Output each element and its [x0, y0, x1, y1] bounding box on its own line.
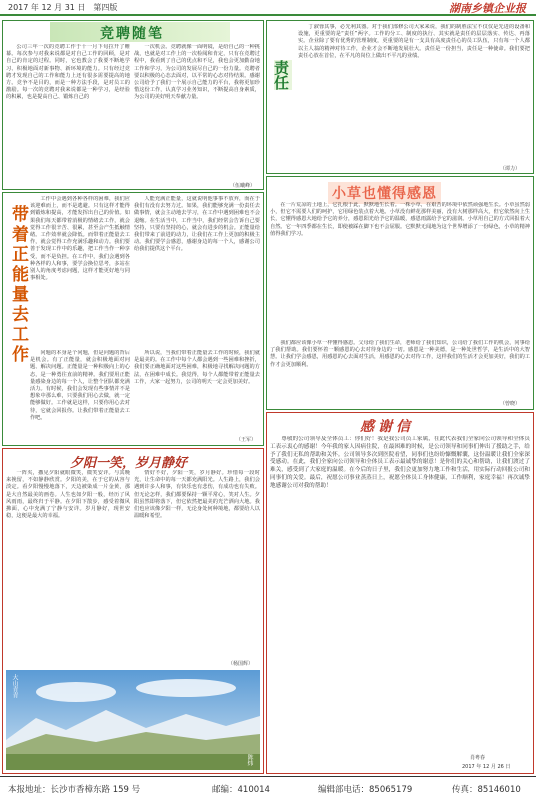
page-header — [0, 0, 536, 16]
article-column — [30, 196, 130, 346]
article-column — [30, 350, 130, 442]
article-title-positive-energy: 带着正能量去工作 — [8, 205, 28, 365]
article-title-sunset: 夕阳一笑，岁月静好 — [70, 456, 188, 471]
landscape-photo — [6, 670, 260, 770]
article-column — [6, 470, 130, 666]
article-text: 公司三年一次的竞聘工作于十一月下旬拉开了帷幕。每次参与对我来说都是对自己工作的回顾，是对自己的肯定的过程。同时，它也教会了我要不断地学习、积极地面对新事物、新环境的能力。只有经过竞聘才发现自己的工作和能力上还有很多需要提高的地方。竞争不是目的，而是一种方法手段，是对员工的激励。每一次的竞聘对我来说都是一种学习，是经验的积累，也是提高自己、锻炼自己的 — [6, 44, 130, 101]
article-author: （王军） — [236, 437, 257, 443]
article-text: 问题的本身是个问题，但是问题的背后是机会。有了正能量，就会积极地面对问题、解决问题。正能量是一种积极向上的心态，是一种勇往直前的精神。我们要用正能量感染身边的每一个人，让整个团队都充满活力。有时候，我们会发现有些事情并不是想象中那么难，只要我们用心去做，就一定能够做好。工作就是这样，只要你用心去对待，它就会回报你。让我们带着正能量去工作吧。 — [30, 350, 130, 421]
article-author: （伍曦峰） — [230, 183, 256, 189]
article-text: 我们都应该像小草一样懂得感恩。父母给了我们生命，老师给了我们知识，公司给了我们工作的机会，同事给了我们帮助。我们要怀着一颗感恩的心去对待身边的一切。感恩是一种美德，是一种处世哲学，是生活中的大智慧。让我们学会感恩，用感恩的心去面对生活，用感恩的心去对待工作，这样我们的生活才会更加美好，我们的工作才会更加顺利。 — [270, 340, 530, 368]
letter-date: 2017 年 12 月 26 日 — [462, 764, 511, 770]
article-column — [134, 350, 260, 434]
footer-fax: 传真：85146010 — [452, 785, 521, 795]
article-column — [270, 202, 530, 338]
landscape-illustration — [6, 670, 260, 770]
article-column — [270, 436, 530, 750]
article-column — [134, 470, 260, 658]
letter-signature: 肖粤春 — [470, 755, 486, 761]
article-text: 丁淑蓉其事，必先利其器。对于我们部修公司大家来说，我们的制胜法宝不仅仅是先进的设备和设施，更重要的是“责任”两字。工作的分工、制度的执行、其实就是责任的层层落实、传达、再落实。企业除了要有优秀的管理制度，更重要的是有一支具有高度责任心的员工队伍，只有每一个人都以主人翁的精神对待工作，企业才会不断地发展壮大。责任是一份担当，责任是一种使命。我们要把责任心放在首位，在平凡的岗位上做出不平凡的业绩。 — [298, 24, 530, 59]
article-text: 一次机会。竞聘就像一面明镜，是给自己的一种挑战，也就是对工作上的一次检阅和肯定，只有在竞聘过程中，我看到了自己的优点和不足，我也会更加勤奋地工作和学习，为公司的发展尽自己的一份力量。竞聘者要以积极的心态去面对，以平常的心态对待结果。感谢公司给予了我们一个展示自己能力的平台，我将更加珍惜这份工作，认真学习业务知识，不断提高自身素质，为公司的美好明天奉献力量。 — [134, 44, 260, 101]
article-author: （曾晓） — [500, 401, 521, 407]
article-column — [6, 44, 130, 188]
article-text: 在一片荒凉的土地上，它扎根于此，默默地生长着。一株小草，在艰苦的环境中依然顽强地生长。小草虽然弱小，但它不需要人们的呵护，它用绿色装点着大地。小草没有鲜花那样美丽，没有大树那样高大，但它依然向上生长，它懂得感恩大地给予它的养分，感恩阳光给予它的温暖，感恩雨露给予它的滋润。小草用自己的方式回报着大自然。它一年四季都在生长，即使被踩在脚下也不会屈服。它默默无闻地为这个世界增添了一份绿色，小草的精神值得我们学习。 — [270, 202, 530, 237]
article-title-grass: 小草也懂得感恩 — [328, 182, 441, 204]
article-text: 工作中会遇到各种各样的困难，我们应该迎难而上，而不是逃避。只有这样才能得到锻炼和提高，才能发挥出自己的价值。如果我们每天都带着消极的情绪去工作，就会觉得工作很辛苦、很累，甚至会产生抵触情绪。工作效率就会降低。而带着正能量去工作，就会觉得工作充满乐趣和动力。我们要善于发现工作中的乐趣，把工作当作一种享受，而不是负担。在工作中，我们会遇到各种各样的人和事，要学会换位思考，多站在别人的角度考虑问题，这样才能更好地与同事相处。 — [30, 196, 130, 282]
issue-date: 2017 年 12 月 31 日 第四版 — [8, 3, 118, 12]
article-title-responsibility: 责任 — [272, 60, 290, 90]
footer-address: 本报地址：长沙市香樟东路 159 号 — [8, 785, 141, 795]
article-column — [298, 24, 530, 164]
article-text: 尊敬的公司领导及全体员工：你们好！我是我公司员工家属，在此代表我们全家向公司领导和全体员工表示衷心的感谢！今年我的家人因病住院，在最困难的时候，是公司领导和同事们伸出了援助之手，给予了我们无私的帮助和关怀。公司领导多次到医院看望，同事们也纷纷慷慨解囊，这份温暖让我们全家深受感动。在此，我们全家向公司领导和全体员工表示最诚挚的谢意！是你们的关心和帮助，让我们渡过了难关，感受到了大家庭的温暖。在今后的日子里，我们会更加努力地工作和生活，用实际行动回报公司和同事们的关爱。最后，祝愿公司事业蒸蒸日上，祝愿全体员工身体健康，工作顺利，家庭幸福！再次诚挚地感谢公司对我的帮助！ — [270, 436, 530, 489]
footer-phone: 编辑部电话：85065179 — [318, 785, 413, 795]
photo-caption: 大山青青 — [11, 674, 18, 698]
footer-postcode: 邮编：410014 — [212, 785, 270, 795]
article-author: （杨国辉） — [228, 661, 254, 667]
article-column — [134, 196, 260, 346]
article-column — [134, 44, 260, 180]
photo-author: 陈炜 — [246, 754, 253, 766]
article-column — [270, 340, 530, 398]
page-footer — [0, 776, 536, 798]
article-text: 情好不好，夕阳一笑，岁月静好。珍惜每一段时光，让生命中的每一天都充满阳光。人生路上，我们会遇到许多人和事，有快乐也有悲伤，有成功也有失败。但无论怎样，我们都要保持一颗平常心，笑对人生。夕阳虽然即将落下，但它依然把最美的光芒洒向大地。我们也应该像夕阳一样，无论身处何种境地，都要给人以温暖和希望。 — [134, 470, 260, 520]
article-title-competition: 竞聘随笔 — [100, 26, 164, 42]
article-author: （谭力） — [500, 166, 521, 172]
article-title-thanks: 感谢信 — [360, 419, 414, 435]
article-text: 一阵夹，撒见夕阳就眼微笑，微笑安详。与其晚来挽留，不如静静欣赏。夕阳的美，在于它的从容与淡定。看夕阳慢慢地落下，天边被染成一片金黄，那是大自然最美的画卷。人生也如夕阳一般，经历了风风雨雨，最终归于平静。在夕阳下散步，感受着微风拂面，心中充满了宁静与安详。岁月静好，现世安稳，这便是最大的幸福。 — [6, 470, 130, 520]
article-text: 人能充满正能量，这就说明他事事不放弃，而在于我们有没有去努力过。如果，我们能够充满一份责任去做事情，就会主动地去学习，在工作中遇到困难也不会退缩。在生活当中，工作当中，我们经常会告诉自己要坚持，只要有坚持的心，就会有进步的机会。正能量给我们带来了前进的动力，让我们在工作上更加的积极主动。我们要学会感恩，感谢身边的每一个人，感谢公司给我们提供这个平台。 — [134, 196, 260, 253]
article-text: 所以说，当我们带着正能量去工作的时候，我们就是最美的。在工作中每个人都会遇到一些困难和挫折，我们要正确地面对这些困难，积极地寻找解决问题的方法，在困难中成长。我觉得，每个人都能带着正能量去工作，大家一起努力，公司的明天一定会更加美好。 — [134, 350, 260, 385]
newspaper-logo: 湖南乡镇企业报 — [449, 2, 526, 15]
